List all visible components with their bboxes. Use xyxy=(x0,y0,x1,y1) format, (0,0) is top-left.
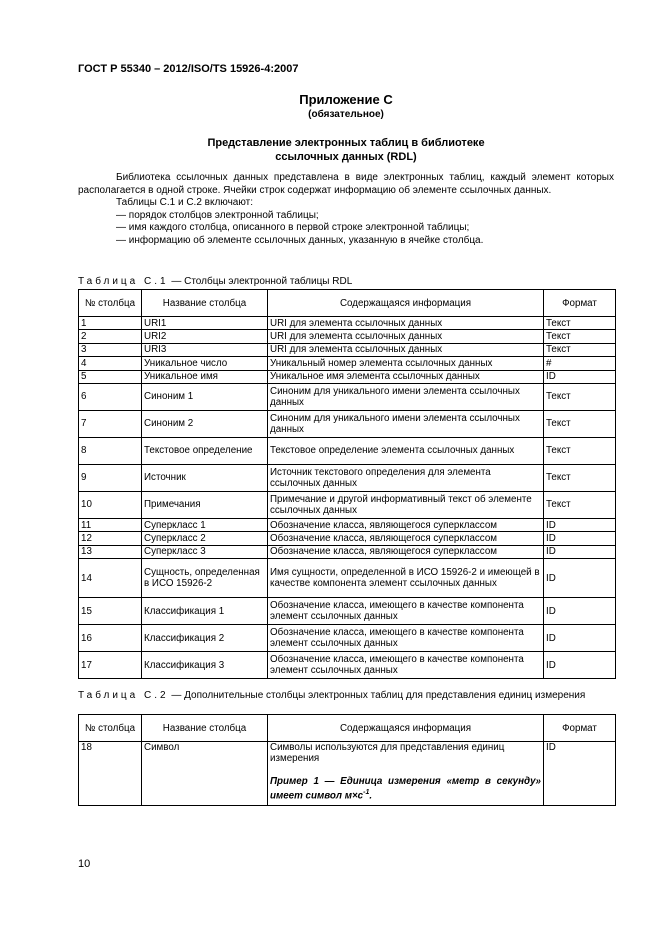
table-cell: 9 xyxy=(79,464,142,491)
table-cell: Уникальное число xyxy=(142,357,268,370)
column-header: № столбца xyxy=(79,715,142,742)
table-row xyxy=(79,370,616,383)
table-cell: URI3 xyxy=(142,343,268,356)
table-cell: ID xyxy=(544,518,616,531)
table-cell: 2 xyxy=(79,330,142,343)
table-cell: 7 xyxy=(79,410,142,437)
table-cell: URI для элемента ссылочных данных xyxy=(268,317,544,330)
table-row xyxy=(79,357,616,370)
table-cell: Обозначение класса, являющегося суперклассом xyxy=(268,545,544,558)
table2-caption xyxy=(78,690,614,702)
table-cell: Текст xyxy=(544,410,616,437)
table2-example-end: . xyxy=(369,790,373,802)
section-title-line-1: Представление электронных таблиц в библиотеке xyxy=(207,137,485,149)
table-cell: Текст xyxy=(544,330,616,343)
table-cell: 8 xyxy=(79,437,142,464)
column-header: Формат xyxy=(544,715,616,742)
table-cell: URI для элемента ссылочных данных xyxy=(268,330,544,343)
table2-info-text: Символы используются для представления единиц измерения xyxy=(270,742,505,764)
column-header: Содержащаяся информация xyxy=(268,290,544,317)
table-cell: URI2 xyxy=(142,330,268,343)
table-header-row xyxy=(79,715,616,742)
table-cell: ID xyxy=(544,559,616,598)
table-row xyxy=(79,652,616,679)
table-cell: # xyxy=(544,357,616,370)
table-cell: ID xyxy=(544,742,616,806)
table-cell: Суперкласс 3 xyxy=(142,545,268,558)
table-cell: Обозначение класса, имеющего в качестве компонента элемент ссылочных данных xyxy=(268,625,544,652)
table-cell: ID xyxy=(544,625,616,652)
table2-caption-label: Таблица С.2 xyxy=(78,690,169,701)
table-cell: 5 xyxy=(79,370,142,383)
table-cell: 13 xyxy=(79,545,142,558)
table-cell: Уникальное имя элемента ссылочных данных xyxy=(268,370,544,383)
annex-title-block xyxy=(78,92,614,164)
table-row xyxy=(79,532,616,545)
table2-example-text: Пример 1 — Единица измерения «метр в секунду» имеет символ м×с xyxy=(270,776,541,802)
table-cell: Классификация 3 xyxy=(142,652,268,679)
intro-text xyxy=(78,172,614,247)
table-cell: ID xyxy=(544,545,616,558)
table-cell: 16 xyxy=(79,625,142,652)
table-cell: Имя сущности, определенной в ИСО 15926-2 и имеющей в качестве компонента элемент ссылочных данных xyxy=(268,559,544,598)
table2-caption-text: — Дополнительные столбцы электронных таблиц для представления единиц измерения xyxy=(168,690,586,701)
table-row xyxy=(79,317,616,330)
table-c1-body xyxy=(79,317,616,679)
table-cell: Обозначение класса, имеющего в качестве компонента элемент ссылочных данных xyxy=(268,652,544,679)
table-cell: URI для элемента ссылочных данных xyxy=(268,343,544,356)
table-cell: Синоним для уникального имени элемента ссылочных данных xyxy=(268,410,544,437)
table-cell: 14 xyxy=(79,559,142,598)
table-cell: ID xyxy=(544,652,616,679)
table-cell: Примечание и другой информативный текст об элементе ссылочных данных xyxy=(268,491,544,518)
table-cell: 17 xyxy=(79,652,142,679)
table-cell: URI1 xyxy=(142,317,268,330)
table1-caption-label: Таблица С.1 xyxy=(78,276,169,287)
table-cell: Уникальный номер элемента ссылочных данных xyxy=(268,357,544,370)
table-cell: Синоним 1 xyxy=(142,383,268,410)
table-row xyxy=(79,742,616,806)
section-title xyxy=(78,136,614,164)
table-row xyxy=(79,464,616,491)
table-row xyxy=(79,598,616,625)
table2-example-superscript: -1 xyxy=(363,789,370,796)
table-cell: Источник xyxy=(142,464,268,491)
annex-title: Приложение С xyxy=(299,92,393,107)
table-cell: Примечания xyxy=(142,491,268,518)
table-cell: 1 xyxy=(79,317,142,330)
table-cell: 11 xyxy=(79,518,142,531)
table-cell: Сущность, определенная в ИСО 15926-2 xyxy=(142,559,268,598)
list-item: — информацию об элементе ссылочных данных, указанную в ячейке столбца. xyxy=(116,234,484,246)
table-cell: Классификация 1 xyxy=(142,598,268,625)
table1-caption-text: — Столбцы электронной таблицы RDL xyxy=(168,276,353,287)
table-cell: Символ xyxy=(142,742,268,806)
table2-example xyxy=(270,776,541,801)
table-cell: Обозначение класса, являющегося суперклассом xyxy=(268,532,544,545)
table-cell: Синоним для уникального имени элемента ссылочных данных xyxy=(268,383,544,410)
table-cell: Классификация 2 xyxy=(142,625,268,652)
tables-include-line: Таблицы С.1 и С.2 включают: xyxy=(116,197,253,208)
section-title-line-2: ссылочных данных (RDL) xyxy=(275,151,417,163)
table-cell: 4 xyxy=(79,357,142,370)
table-cell: Суперкласс 2 xyxy=(142,532,268,545)
document-header: ГОСТ Р 55340 – 2012/ISO/TS 15926-4:2007 xyxy=(78,63,299,75)
table-cell: Обозначение класса, являющегося суперклассом xyxy=(268,518,544,531)
table1-caption xyxy=(78,276,614,288)
table-cell: Уникальное имя xyxy=(142,370,268,383)
column-header: Формат xyxy=(544,290,616,317)
table-cell: 18 xyxy=(79,742,142,806)
table-row xyxy=(79,330,616,343)
table-cell: 6 xyxy=(79,383,142,410)
table-cell xyxy=(268,742,544,806)
table-row xyxy=(79,410,616,437)
table-cell: Текстовое определение элемента ссылочных данных xyxy=(268,437,544,464)
intro-paragraph: Библиотека ссылочных данных представлена в виде электронных таблиц, каждый элемент которых располагается в одной строке. Ячейки строк содержат информацию об элементе ссылочных данных. xyxy=(78,172,614,196)
table-c2 xyxy=(78,714,616,806)
table-row xyxy=(79,518,616,531)
table-cell: Текстовое определение xyxy=(142,437,268,464)
table-row xyxy=(79,559,616,598)
table-c1 xyxy=(78,289,616,679)
table-cell: ID xyxy=(544,598,616,625)
table-cell: Суперкласс 1 xyxy=(142,518,268,531)
table-cell: Текст xyxy=(544,437,616,464)
column-header: Название столбца xyxy=(142,715,268,742)
table-row xyxy=(79,383,616,410)
table-row xyxy=(79,343,616,356)
table-cell: Текст xyxy=(544,383,616,410)
list-item: — порядок столбцов электронной таблицы; xyxy=(116,209,319,221)
table-row xyxy=(79,545,616,558)
table-cell: ID xyxy=(544,370,616,383)
column-header: № столбца xyxy=(79,290,142,317)
table-cell: ID xyxy=(544,532,616,545)
annex-subtitle: (обязательное) xyxy=(308,109,384,120)
table-cell: Источник текстового определения для элемента ссылочных данных xyxy=(268,464,544,491)
table-cell: Текст xyxy=(544,464,616,491)
table-cell: Текст xyxy=(544,317,616,330)
table-cell: 10 xyxy=(79,491,142,518)
table-row xyxy=(79,437,616,464)
table-header-row xyxy=(79,290,616,317)
table-row xyxy=(79,491,616,518)
page-number: 10 xyxy=(78,858,91,870)
table-cell: Текст xyxy=(544,343,616,356)
table-cell: 15 xyxy=(79,598,142,625)
list-item: — имя каждого столбца, описанного в первой строке электронной таблицы; xyxy=(116,222,470,233)
table-row xyxy=(79,625,616,652)
table-cell: 3 xyxy=(79,343,142,356)
table-cell: Синоним 2 xyxy=(142,410,268,437)
table-cell: Обозначение класса, имеющего в качестве компонента элемент ссылочных данных xyxy=(268,598,544,625)
table-cell: Текст xyxy=(544,491,616,518)
table-cell: 12 xyxy=(79,532,142,545)
column-header: Название столбца xyxy=(142,290,268,317)
column-header: Содержащаяся информация xyxy=(268,715,544,742)
